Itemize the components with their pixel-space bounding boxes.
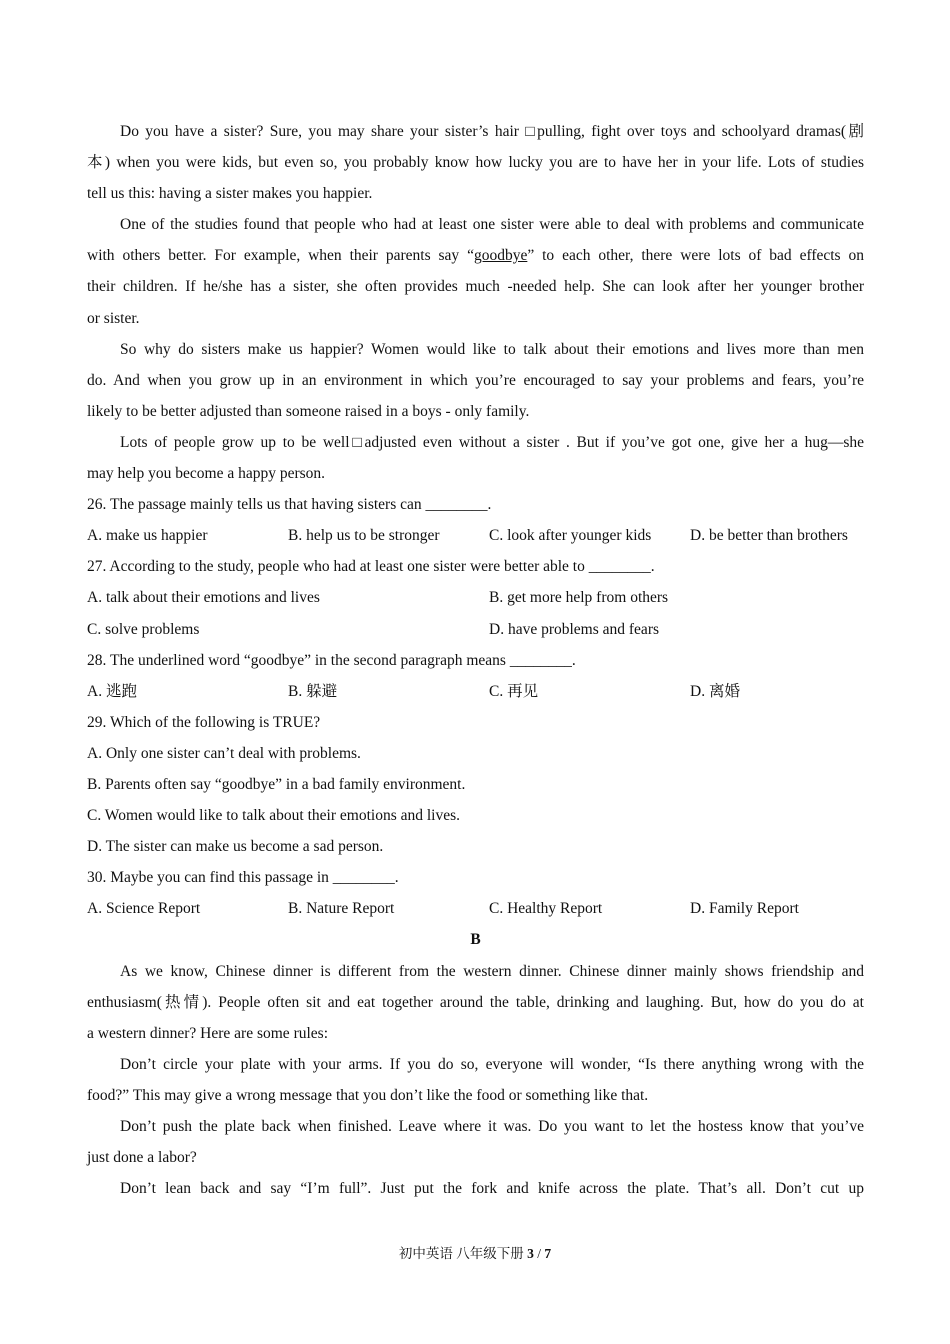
passage-a-p1-line1: Do you have a sister? Sure, you may share your sister’s hair □pulling, fight over toys and schoolyard dramas(剧 xyxy=(120,123,864,140)
passage-a-p1-line2: 本) when you were kids, but even so, you probably know how lucky you are to have her in your life. Lots of studies xyxy=(87,154,864,172)
option-b: B. 躲避 xyxy=(288,682,338,700)
passage-a-p3-line1: So why do sisters make us happier? Women would like to talk about their emotions and lives more than men xyxy=(120,340,864,358)
passage-a-p2-line3: their children. If he/she has a sister, she often provides much -needed help. She can look after her younger brother xyxy=(87,278,864,296)
underlined-word-goodbye: goodbye xyxy=(473,247,528,265)
option-c: C. Healthy Report xyxy=(489,900,603,918)
passage-b-p1-line1: As we know, Chinese dinner is different from the western dinner. Chinese dinner mainly shows friendship and xyxy=(120,962,864,980)
question-26-stem: 26. The passage mainly tells us that having sisters can ________. xyxy=(87,496,492,514)
question-28-stem: 28. The underlined word “goodbye” in the second paragraph means ________. xyxy=(87,651,576,669)
option-c: C. Women would like to talk about their emotions and lives. xyxy=(87,807,460,825)
passage-b-p1-line2: enthusiasm(热情). People often sit and eat together around the table, drinking and laughing. But, how do you do at xyxy=(87,993,864,1011)
option-b: B. get more help from others xyxy=(489,589,669,607)
footer-total-pages: 7 xyxy=(544,1246,552,1261)
option-c: C. 再见 xyxy=(489,682,539,700)
question-27-options-row1 xyxy=(87,582,864,613)
question-29-stem: 29. Which of the following is TRUE? xyxy=(87,713,321,731)
page-footer xyxy=(0,1244,950,1264)
option-d: D. The sister can make us become a sad person. xyxy=(87,838,384,856)
option-d: D. be better than brothers xyxy=(690,527,848,545)
p2-text-pre: with others better. For example, when their parents say “ xyxy=(87,247,474,265)
question-30-options xyxy=(87,893,864,924)
passage-b-p1-line3: a western dinner? Here are some rules: xyxy=(87,1024,328,1042)
section-b-heading: B xyxy=(470,931,481,949)
option-a: A. 逃跑 xyxy=(87,682,137,700)
passage-b-p2-line2: food?” This may give a wrong message that you don’t like the food or something like that. xyxy=(87,1086,649,1104)
passage-a-p2-line1: One of the studies found that people who had at least one sister were able to deal with problems and communicate xyxy=(120,216,864,234)
footer-page-number: 3 xyxy=(527,1246,534,1261)
passage-a-p3-line2: do. And when you grow up in an environment in which you’re encouraged to say your problems and fears, you’re xyxy=(87,371,864,389)
question-27-stem: 27. According to the study, people who had at least one sister were better able to ________. xyxy=(87,558,655,576)
option-c: C. look after younger kids xyxy=(489,527,652,545)
passage-b-p4-line1: Don’t lean back and say “I’m full”. Just put the fork and knife across the plate. That’s all. Don’t cut up xyxy=(120,1180,864,1198)
option-a: A. talk about their emotions and lives xyxy=(87,589,320,607)
footer-label: 初中英语 八年级下册 xyxy=(398,1246,528,1261)
passage-b-p3-line2: just done a labor? xyxy=(87,1149,197,1167)
passage-a-p2-line4: or sister. xyxy=(87,309,140,327)
question-30-stem: 30. Maybe you can find this passage in ________. xyxy=(87,869,399,887)
option-d: D. have problems and fears xyxy=(489,620,660,638)
passage-b-p3-line1: Don’t push the plate back when finished. Leave where it was. Do you want to let the hostess know that you’ve xyxy=(120,1118,864,1135)
option-d: D. 离婚 xyxy=(690,682,740,700)
option-d: D. Family Report xyxy=(690,900,799,918)
question-26-options xyxy=(87,520,864,551)
passage-a-p4-line1: Lots of people grow up to be well□adjusted even without a sister . But if you’ve got one, give her a hug—she xyxy=(120,433,864,451)
passage-b-p2-line1: Don’t circle your plate with your arms. If you do so, everyone will wonder, “Is there anything wrong with the xyxy=(120,1055,864,1073)
option-a: A. Science Report xyxy=(87,900,201,918)
option-a: A. Only one sister can’t deal with problems. xyxy=(87,744,361,762)
question-27-options-row2 xyxy=(87,614,864,645)
passage-a-p1-line3: tell us this: having a sister makes you happier. xyxy=(87,185,373,203)
option-b: B. Parents often say “goodbye” in a bad family environment. xyxy=(87,775,466,793)
option-b: B. Nature Report xyxy=(288,900,395,918)
passage-a-p3-line3: likely to be better adjusted than someone raised in a boys - only family. xyxy=(87,402,530,420)
passage-a-p4-line2: may help you become a happy person. xyxy=(87,465,326,483)
option-b: B. help us to be stronger xyxy=(288,527,440,545)
page-content xyxy=(87,116,864,1204)
passage-a-p2-line2 xyxy=(87,240,864,271)
question-28-options xyxy=(87,676,864,707)
footer-separator: / xyxy=(533,1246,545,1261)
option-a: A. make us happier xyxy=(87,527,208,545)
option-c: C. solve problems xyxy=(87,620,200,638)
p2-text-post: ” to each other, there were lots of bad effects on xyxy=(527,247,864,265)
